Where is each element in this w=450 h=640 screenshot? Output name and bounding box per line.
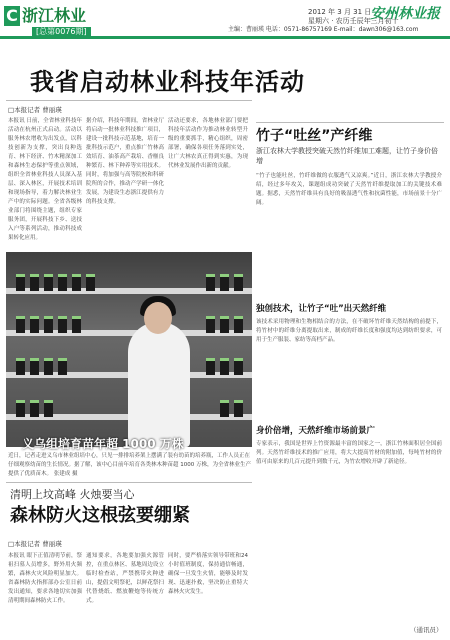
jar-icon: [206, 316, 215, 333]
right-story-rule: [256, 122, 444, 123]
issue-date-sub: 星期六 · 农历壬辰年三月初十: [308, 17, 399, 25]
issue-date-main: 2012 年 3 月 31 日: [308, 8, 372, 16]
jar-icon: [220, 316, 229, 333]
right-body-2: 该技术采用物理和生物相结合的方法，在不破坏竹纤维天然结构的前提下，将竹材中的纤维分离提取出来，制成的纤维长度和强度均达到纺织要求，可用于生产服装、家纺等高档产品。: [256, 319, 442, 343]
jar-icon: [72, 316, 81, 333]
jar-icon: [58, 274, 67, 291]
jar-icon: [16, 400, 25, 417]
jar-icon: [86, 274, 95, 291]
header-rule: [0, 36, 450, 39]
right-subheadline: 浙江农林大学教授突破天然竹纤维加工难题，让竹子身价倍增: [256, 147, 438, 165]
section-title: 浙江林业: [22, 6, 87, 25]
shelf: [6, 288, 252, 294]
main-column-3: 活动还要求，各地林业部门要把科技年活动作为推动林业转型升级的重要抓手，精心组织，周密部署，确保各项任务落到实处，让广大林农真正得到实惠，为现代林业发展作出新的贡献。: [168, 118, 248, 169]
jar-icon: [30, 400, 39, 417]
editor-contact-line: 主编：曹丽瑛 电话：0571-86757169 E-mail：dawn306@163.com: [228, 26, 419, 33]
shelf: [6, 330, 252, 336]
fire-column-1: 本报讯 眼下正值清明节前，祭祖扫墓人员增多，野外用火频繁，森林火灾风险明显加大。省森林防火指挥部办公室日前发出通知，要求各地切实加强清明期间森林防火工作。: [8, 553, 82, 604]
main-headline-divider: [6, 100, 252, 101]
right-subhead-1: 独创技术，让竹子“吐”出天然纤维: [256, 304, 387, 314]
fire-byline: □本报记者 曹丽瑛: [8, 540, 62, 548]
right-body-1: “竹子也能吐丝，竹纤维做的衣服透气又凉爽。”近日，浙江农林大学教授介绍，经过多年攻关，课题组成功突破了天然竹纤维提取加工的关键技术难题。据悉，天然竹纤维具有良好的吸湿透气性和抗菌性能，市场前景十分广阔。: [256, 173, 442, 206]
jar-icon: [58, 358, 67, 375]
jar-icon: [220, 358, 229, 375]
jar-icon: [30, 358, 39, 375]
jar-icon: [44, 358, 53, 375]
right-signoff: （通讯员）: [410, 626, 443, 634]
jar-icon: [16, 358, 25, 375]
jar-icon: [234, 316, 243, 333]
newspaper-masthead: 安州林业报: [370, 6, 440, 22]
jar-icon: [206, 358, 215, 375]
section-letter-badge: C: [4, 6, 20, 26]
researcher-face: [144, 302, 172, 334]
fire-story-rule: [6, 482, 252, 483]
jar-icon: [220, 274, 229, 291]
right-headline: 竹子“吐丝”产纤维: [256, 128, 373, 144]
photo-caption: 近日，记者走进义乌市林业组培中心，只见一排排培养架上摆满了装有幼苗的培养瓶，工作人员正在仔细观察幼苗的生长情况。据了解，该中心目前年培育各类林木种苗超 1000 万株，为全省林业生产提供了优质苗木。 张建成 摄: [8, 453, 251, 477]
jar-icon: [234, 274, 243, 291]
jar-icon: [44, 274, 53, 291]
main-byline: □本报记者 曹丽瑛: [8, 106, 62, 114]
edition-number: [总第0076期]: [32, 27, 91, 37]
jar-icon: [58, 316, 67, 333]
main-headline: 我省启动林业科技年活动: [30, 68, 305, 96]
photo-overlay-caption: 义乌组培育苗年超 1000 万株: [22, 437, 184, 451]
jar-icon: [234, 358, 243, 375]
jar-icon: [44, 400, 53, 417]
right-body-3: 专家表示，我国是世界上竹资源最丰富的国家之一，浙江竹林面积居全国前列。天然竹纤维技术的推广应用，将大大提高竹材的附加值，每吨竹材的价值可由原来的几百元提升到数千元，为竹农增收开辟了新途径。: [256, 441, 442, 465]
fire-column-2: 通知要求，各地要加强火源管控，在重点林区、墓地周边设立临时检查站，严禁携带火种进山，提倡文明祭祀，以鲜花祭扫代替烧纸、燃放鞭炮等传统方式。: [86, 553, 164, 604]
main-column-1: 本报讯 日前，全省林业科技年活动在杭州正式启动。活动以服务林农增收为出发点，以科技创新为支撑，突出良种选育、林下经济、竹木精深加工和森林生态保护等重点领域，组织全省林业科技人员深入基层、深入林区，开展技术培训和现场指导，着力解决林业生产中的实际问题。全省各级林业部门将围绕主题，组织专家服务团，开展科技下乡、送技入户等系列活动，推动科技成果转化应用。: [8, 118, 82, 241]
jar-icon: [234, 400, 243, 417]
jar-icon: [44, 316, 53, 333]
fire-kicker: 清明上坟高峰 火烛要当心: [10, 488, 135, 501]
main-column-2: 据介绍，科技年期间，省林业厅将启动一批林业科技推广项目，建设一批科技示范基地，培育一批科技示范户，重点推广竹林高效培育、油茶高产栽培、香榧良种繁育、林下种养等实用技术。同时，将加强与高等院校和科研院所的合作，推动产学研一体化发展，为建设生态浙江提供有力的科技支撑。: [86, 118, 164, 205]
jar-icon: [30, 316, 39, 333]
jar-icon: [30, 274, 39, 291]
fire-column-3: 同时，要严格落实领导带班和24小时值班制度，保持通信畅通，确保一旦发生火情，能够及时发现、迅速扑救，坚决防止重特大森林火灾发生。: [168, 553, 248, 595]
fire-headline: 森林防火这根弦要绷紧: [10, 505, 190, 526]
news-photo: [6, 252, 252, 447]
jar-icon: [220, 400, 229, 417]
right-subhead-2: 身价倍增，天然纤维市场前景广: [256, 426, 376, 436]
jar-icon: [16, 274, 25, 291]
researcher-figure: [128, 322, 190, 447]
jar-icon: [206, 274, 215, 291]
jar-icon: [16, 316, 25, 333]
jar-icon: [72, 274, 81, 291]
